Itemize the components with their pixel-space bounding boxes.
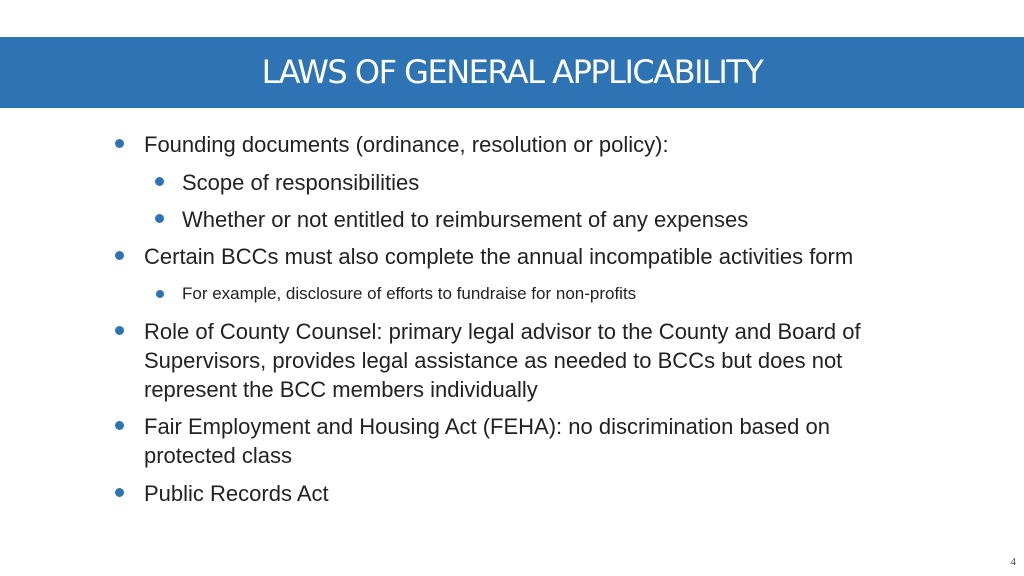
list-item xyxy=(144,130,669,159)
list-item-text: Role of County Counsel: primary legal advisor to the County and Board of xyxy=(144,319,861,344)
bullet-icon xyxy=(156,290,164,298)
list-item-text: For example, disclosure of efforts to fundraise for non-profits xyxy=(182,284,637,303)
bullet-icon xyxy=(115,139,124,148)
bullet-icon xyxy=(155,214,164,223)
list-item xyxy=(144,317,861,346)
page-number: 4 xyxy=(1010,556,1016,568)
list-item-text: represent the BCC members individually xyxy=(144,377,538,402)
list-item-continuation xyxy=(144,375,538,404)
bullet-icon xyxy=(115,421,124,430)
list-item-text: protected class xyxy=(144,443,292,468)
list-item-text: Founding documents (ordinance, resolution or policy): xyxy=(144,132,669,157)
list-item xyxy=(144,242,853,271)
list-item-text: Certain BCCs must also complete the annual incompatible activities form xyxy=(144,244,854,269)
list-item-continuation xyxy=(144,346,842,375)
list-item xyxy=(182,168,419,197)
list-item xyxy=(182,283,636,305)
bullet-icon xyxy=(115,251,124,260)
bullet-icon xyxy=(155,177,164,186)
list-item-text: Public Records Act xyxy=(144,481,329,506)
list-item xyxy=(144,479,329,508)
bullet-icon xyxy=(115,326,124,335)
slide-title: LAWS OF GENERAL APPLICABILITY xyxy=(261,52,763,91)
list-item xyxy=(182,205,748,234)
list-item-text: Fair Employment and Housing Act (FEHA): no discrimination based on xyxy=(144,414,830,439)
list-item-text: Supervisors, provides legal assistance as needed to BCCs but does not xyxy=(144,348,843,373)
list-item xyxy=(144,412,830,441)
list-item-continuation xyxy=(144,441,292,470)
list-item-text: Scope of responsibilities xyxy=(182,170,420,195)
bullet-icon xyxy=(115,488,124,497)
list-item-text: Whether or not entitled to reimbursement of any expenses xyxy=(182,207,749,232)
